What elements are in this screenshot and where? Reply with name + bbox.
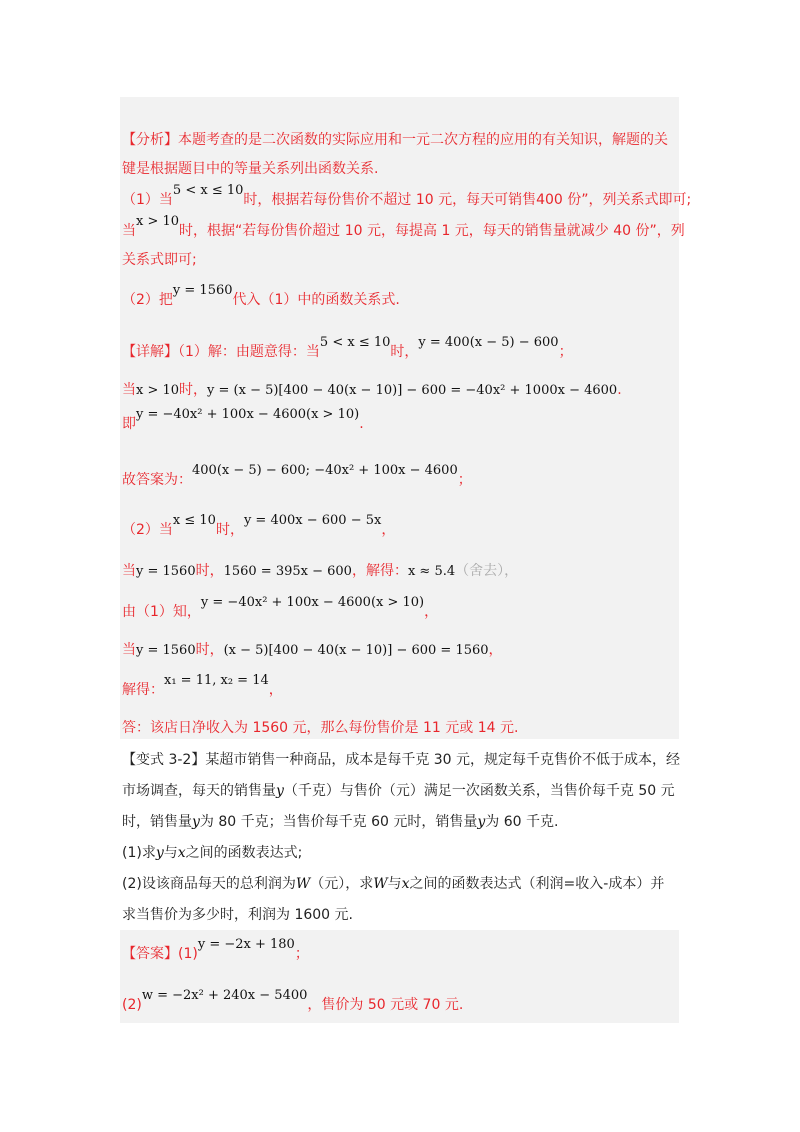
math-expression: x ≈ 5.4 bbox=[407, 564, 456, 579]
problem-line-2: 市场调查，每天的销售量y（千克）与售价（元）满足一次函数关系，当售价每千克 50 元 bbox=[122, 783, 675, 799]
math-inequality: x > 10 bbox=[136, 383, 180, 398]
analysis-line-3: （1）当5 < x ≤ 10时，根据若每份售价不超过 10 元，每天可销售400 份”，列关系式即可; bbox=[122, 183, 692, 208]
problem-line-4: (1)求y与x之间的函数表达式; bbox=[122, 845, 303, 861]
var-y: y bbox=[155, 845, 164, 861]
detail-conclusion: 答：该店日净收入为 1560 元，那么每份售价是 11 元或 14 元. bbox=[122, 720, 519, 736]
analysis-line-1: 【分析】本题考查的是二次函数的实际应用和一元二次方程的应用的有关知识，解题的关 bbox=[122, 132, 668, 148]
var-x: x bbox=[401, 876, 410, 892]
analysis-line-5: 关系式即可; bbox=[122, 252, 197, 268]
detail-line-5: （2）当x ≤ 10时，y = 400x − 600 − 5x， bbox=[122, 513, 396, 538]
math-function: y = 400x − 600 − 5x bbox=[243, 513, 382, 528]
detail-line-4: 故答案为：400(x − 5) − 600; −40x² + 100x − 4600； bbox=[122, 463, 472, 488]
math-inequality: 5 < x ≤ 10 bbox=[319, 335, 391, 350]
analysis-line-4: 当x > 10时，根据“若每份售价超过 10 元，每提高 1 元，每天的销售量就减少 40 份”，列 bbox=[122, 214, 685, 239]
math-inequality: x ≤ 10 bbox=[172, 513, 216, 528]
detail-line-3: 即y = −40x² + 100x − 4600(x > 10). bbox=[122, 407, 364, 432]
detail-line-8: 当y = 1560时，(x − 5)[400 − 40(x − 10)] − 600 = 1560， bbox=[122, 642, 503, 658]
detail-line-2: 当x > 10时，y = (x − 5)[400 − 40(x − 10)] − 600 = −40x² + 1000x − 4600. bbox=[122, 382, 622, 398]
math-function: 400(x − 5) − 600; −40x² + 100x − 4600 bbox=[192, 463, 458, 478]
detail-line-9: 解得：x₁ = 11, x₂ = 14， bbox=[122, 673, 283, 698]
var-w: W bbox=[295, 876, 311, 892]
problem-line-1: 【变式 3-2】某超市销售一种商品，成本是每千克 30 元，规定每千克售价不低于成本，经 bbox=[122, 752, 681, 768]
math-function: y = −40x² + 100x − 4600(x > 10) bbox=[200, 595, 425, 610]
math-function: w = −2x² + 240x − 5400 bbox=[141, 988, 308, 1003]
math-expression: y = 1560 bbox=[136, 643, 196, 658]
detail-line-1: 【详解】（1）解：由题意得：当5 < x ≤ 10时，y = 400(x − 5) − 600； bbox=[122, 335, 573, 360]
analysis-line-2: 键是根据题目中的等量关系列出函数关系. bbox=[122, 161, 379, 177]
math-function: y = −2x + 180 bbox=[197, 937, 295, 952]
var-y: y bbox=[276, 783, 284, 799]
detail-line-7: 由（1）知，y = −40x² + 100x − 4600(x > 10)， bbox=[122, 595, 439, 620]
math-function: y = 400(x − 5) − 600 bbox=[418, 335, 559, 350]
math-inequality: x > 10 bbox=[136, 214, 180, 229]
math-inequality: 5 < x ≤ 10 bbox=[172, 183, 244, 198]
math-function: y = (x − 5)[400 − 40(x − 10)] − 600 = −40x² + 1000x − 4600 bbox=[207, 383, 618, 398]
math-solution: x₁ = 11, x₂ = 14 bbox=[164, 673, 269, 688]
problem-line-5: (2)设该商品每天的总利润为W（元），求W与x之间的函数表达式（利润=收入-成本）并 bbox=[122, 876, 665, 892]
analysis-line-6: （2）把y = 1560代入（1）中的函数关系式. bbox=[122, 283, 400, 308]
answer-line-2: (2)w = −2x² + 240x − 5400，售价为 50 元或 70 元. bbox=[122, 988, 464, 1013]
var-x: x bbox=[177, 845, 186, 861]
math-expression: y = 1560 bbox=[172, 283, 233, 298]
math-function: y = −40x² + 100x − 4600(x > 10) bbox=[136, 407, 360, 422]
problem-line-3: 时，销售量y为 80 千克；当售价每千克 60 元时，销售量y为 60 千克. bbox=[122, 814, 559, 830]
math-equation: (x − 5)[400 − 40(x − 10)] − 600 = 1560 bbox=[223, 643, 489, 658]
math-equation: 1560 = 395x − 600 bbox=[223, 564, 352, 579]
detail-line-6: 当y = 1560时，1560 = 395x − 600，解得：x ≈ 5.4（舍去）， bbox=[122, 563, 519, 579]
var-w: W bbox=[373, 876, 388, 892]
var-y: y bbox=[192, 814, 200, 830]
answer-line-1: 【答案】(1)y = −2x + 180； bbox=[122, 937, 309, 962]
problem-line-6: 求当售价为多少时，利润为 1600 元. bbox=[122, 907, 353, 923]
var-y: y bbox=[477, 814, 486, 830]
math-expression: y = 1560 bbox=[136, 564, 196, 579]
